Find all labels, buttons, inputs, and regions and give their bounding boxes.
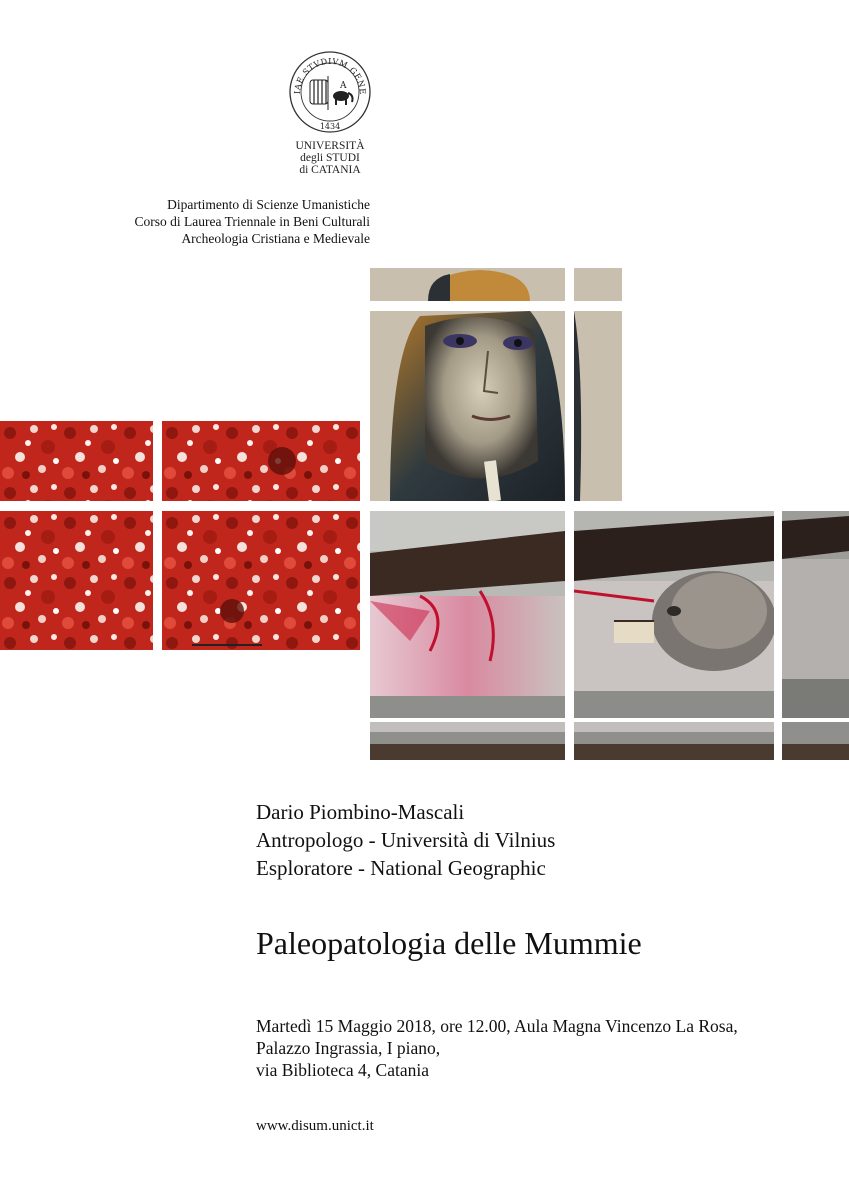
event-details: [256, 1015, 738, 1081]
portrait-tile: [574, 311, 622, 501]
seal-year: 1434: [319, 122, 341, 131]
histology-tile: [162, 421, 360, 501]
seal-letter: A: [340, 81, 347, 91]
course-name: Corso di Laurea Triennale in Beni Culturali: [134, 214, 370, 229]
subject-name: Archeologia Cristiana e Medievale: [181, 231, 370, 246]
portrait-tile: [574, 268, 622, 301]
university-name: [280, 140, 380, 176]
speaker-role-1: Antropologo - Università di Vilnius: [256, 828, 556, 852]
speaker-role-2: Esploratore - National Geographic: [256, 856, 546, 880]
coffin-tile: [574, 511, 774, 718]
portrait-tile: [370, 268, 565, 301]
department-name: Dipartimento di Scienze Umanistiche: [167, 197, 370, 212]
speaker-block: [256, 798, 555, 882]
event-date-venue: Martedì 15 Maggio 2018, ore 12.00, Aula Magna Vincenzo La Rosa,: [256, 1016, 738, 1036]
university-line-2: degli STUDI: [300, 152, 360, 164]
speaker-name: Dario Piombino-Mascali: [256, 800, 465, 824]
coffin-tile: [782, 511, 849, 718]
histology-tile: [0, 511, 153, 650]
histology-tile: [0, 421, 153, 501]
university-seal: [288, 50, 372, 134]
event-address: via Biblioteca 4, Catania: [256, 1060, 430, 1080]
event-building: Palazzo Ingrassia, I piano,: [256, 1038, 441, 1058]
coffin-tile: [370, 722, 565, 760]
university-line-3: di CATANIA: [299, 164, 361, 176]
event-title: Paleopatologia delle Mummie: [256, 925, 642, 961]
department-block: [40, 196, 370, 247]
portrait-tile: [370, 311, 565, 501]
coffin-tile: [574, 722, 774, 760]
histology-tile: [162, 511, 360, 650]
coffin-tile: [370, 511, 565, 718]
university-line-1: UNIVERSITÀ: [295, 140, 365, 152]
coffin-tile: [782, 722, 849, 760]
website-link[interactable]: www.disum.unict.it: [256, 1118, 374, 1134]
seal-text: IAE STVDIVM GENE: [291, 55, 369, 96]
